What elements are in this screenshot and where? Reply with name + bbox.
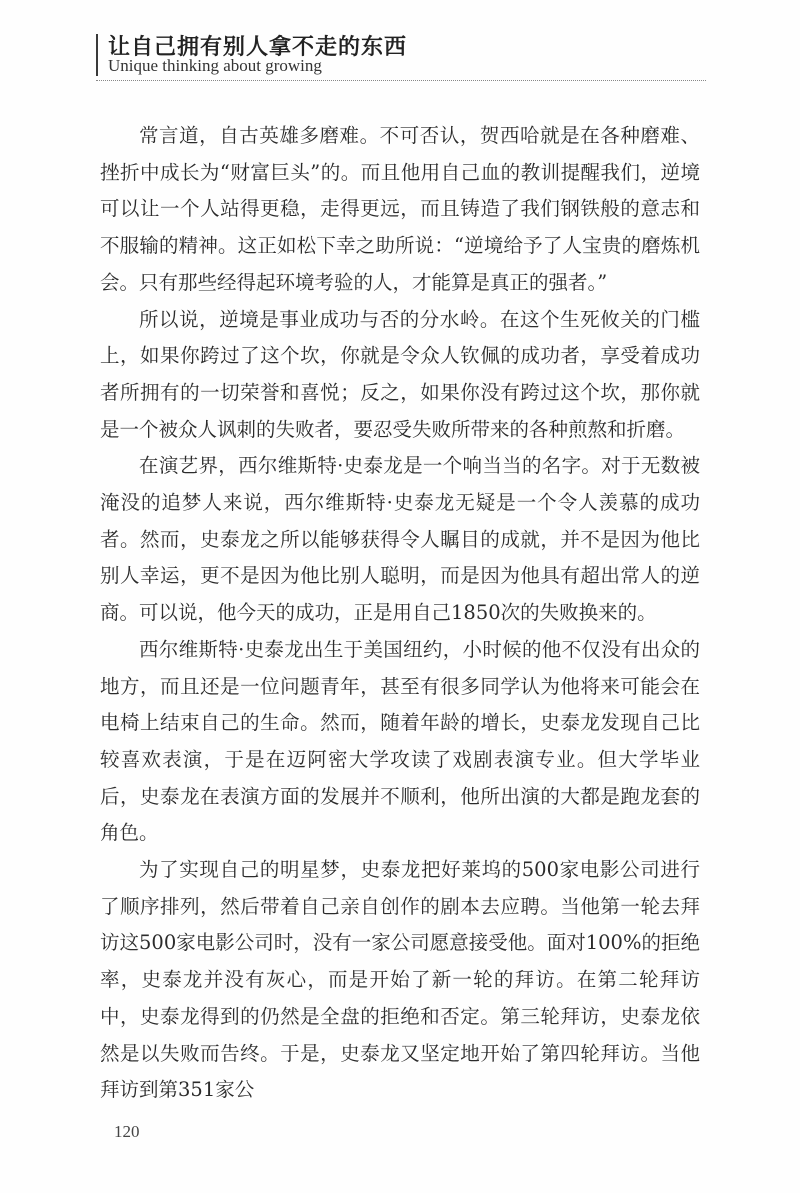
book-title: 让自己拥有别人拿不走的东西 [108,35,408,60]
body-text [100,118,700,1109]
paragraph: 为了实现自己的明星梦，史泰龙把好莱坞的500家电影公司进行了顺序排列，然后带着自己亲自创作的剧本去应聘。当他第一轮去拜访这500家电影公司时，没有一家公司愿意接受他。面对100%的拒绝率，史泰龙并没有灰心，而是开始了新一轮的拜访。在第二轮拜访中，史泰龙得到的仍然是全盘的拒绝和否定。第三轮拜访，史泰龙依然是以失败而告终。于是，史泰龙又坚定地开始了第四轮拜访。当他拜访到第351家公 [100,858,700,1102]
running-header [96,30,706,80]
paragraph: 在演艺界，西尔维斯特·史泰龙是一个响当当的名字。对于无数被淹没的追梦人来说，西尔维斯特·史泰龙无疑是一个令人羡慕的成功者。然而，史泰龙之所以能够获得令人瞩目的成就，并不是因为他比别人幸运，更不是因为他比别人聪明，而是因为他具有超出常人的逆商。可以说，他今天的成功，正是用自己1850次的失败换来的。 [100,454,700,625]
book-subtitle: Unique thinking about growing [108,56,322,75]
header-vertical-bar [96,34,98,76]
paragraph: 西尔维斯特·史泰龙出生于美国纽约，小时候的他不仅没有出众的地方，而且还是一位问题青年，甚至有很多同学认为他将来可能会在电椅上结束自己的生命。然而，随着年龄的增长，史泰龙发现自己比较喜欢表演，于是在迈阿密大学攻读了戏剧表演专业。但大学毕业后，史泰龙在表演方面的发展并不顺利，他所出演的大都是跑龙套的角色。 [100,637,700,845]
paragraph: 常言道，自古英雄多磨难。不可否认，贺西哈就是在各种磨难、挫折中成长为“财富巨头”的。而且他用自己血的教训提醒我们，逆境可以让一个人站得更稳，走得更远，而且铸造了我们钢铁般的意志和不服输的精神。这正如松下幸之助所说：“逆境给予了人宝贵的磨炼机会。只有那些经得起环境考验的人，才能算是真正的强者。” [100,124,700,294]
page-number: 120 [114,1122,140,1141]
header-divider [96,80,706,81]
paragraph: 所以说，逆境是事业成功与否的分水岭。在这个生死攸关的门槛上，如果你跨过了这个坎，你就是令众人钦佩的成功者，享受着成功者所拥有的一切荣誉和喜悦；反之，如果你没有跨过这个坎，那你就是一个被众人讽刺的失败者，要忍受失败所带来的各种煎熬和折磨。 [100,307,700,441]
